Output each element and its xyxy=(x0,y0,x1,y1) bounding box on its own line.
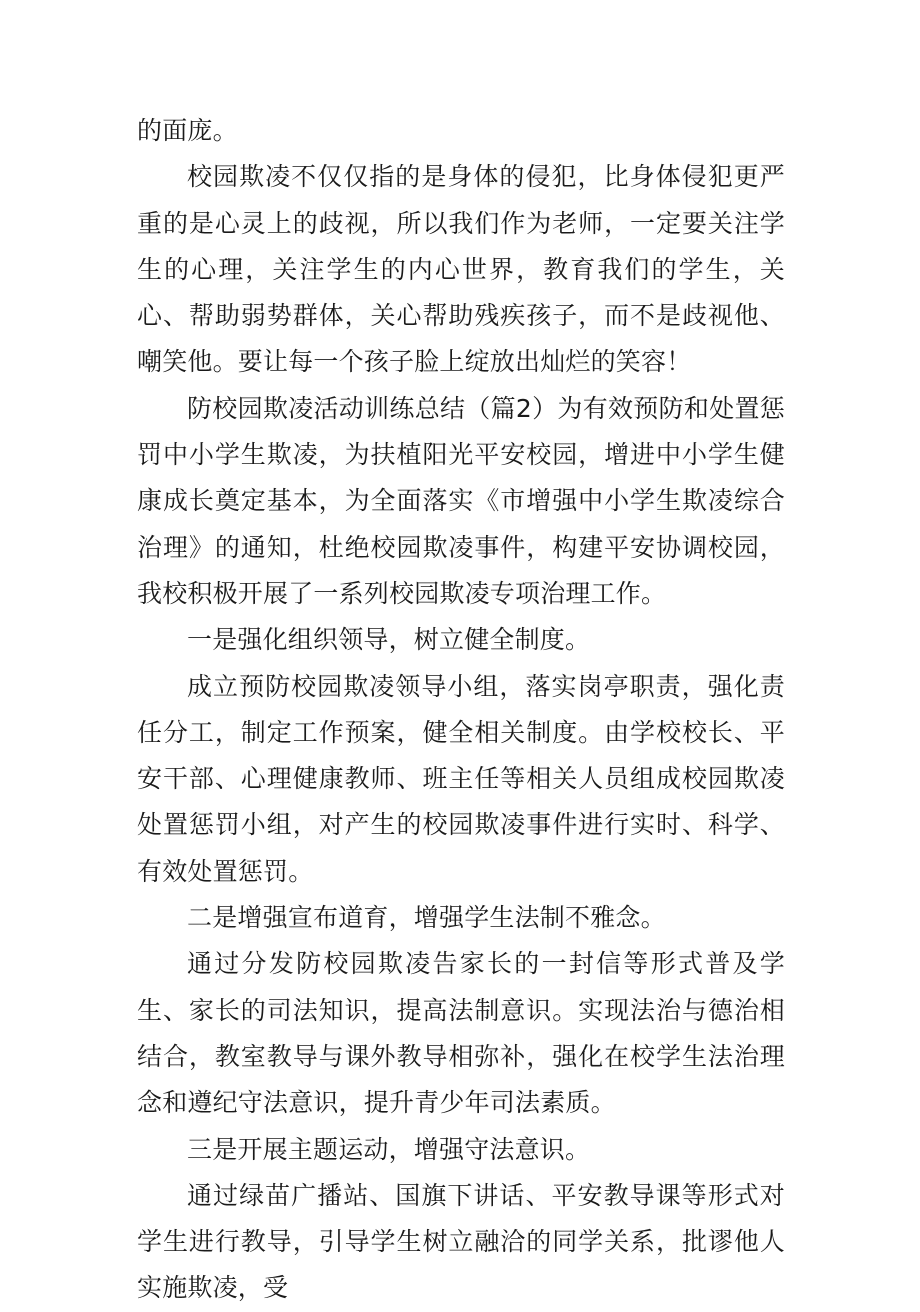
paragraph-continuation: 的面庞。 xyxy=(137,116,238,145)
paragraph-point-two: 通过分发防校园欺凌告家长的一封信等形式普及学生、家长的司法知识，提高法制意识。实现法治与德治相结合，教室教导与课外教导相弥补，强化在校学生法治理念和遵纪守法意识，提升青少年司法素质。 xyxy=(137,949,785,1118)
heading-point-three: 三是开展主题运动，增强守法意识。 xyxy=(187,1134,591,1164)
heading-point-one: 一是强化组织领导，树立健全制度。 xyxy=(187,625,591,655)
document-body xyxy=(137,108,785,1312)
paragraph-point-three: 通过绿苗广播站、国旗下讲话、平安教导课等形式对学生进行教导，引导学生树立融洽的同学关系，批谬他人实施欺凌，受 xyxy=(137,1180,785,1303)
paragraph-bullying-definition: 校园欺凌不仅仅指的是身体的侵犯，比身体侵犯更严重的是心灵上的歧视，所以我们作为老师，一定要关注学生的心理，关注学生的内心世界，教育我们的学生，关心、帮助弱势群体，关心帮助残疾孩子，而不是歧视他、嘲笑他。要让每一个孩子脸上绽放出灿烂的笑容！ xyxy=(137,162,785,377)
paragraph-point-one: 成立预防校园欺凌领导小组，落实岗亭职责，强化责任分工，制定工作预案，健全相关制度。由学校校长、平安干部、心理健康教师、班主任等相关人员组成校园欺凌处置惩罚小组，对产生的校园欺凌事件进行实时、科学、有效处置惩罚。 xyxy=(137,671,785,886)
paragraph-summary-intro: 防校园欺凌活动训练总结（篇2）为有效预防和处置惩罚中小学生欺凌，为扶植阳光平安校园，增进中小学生健康成长奠定基本，为全面落实《市增强中小学生欺凌综合治理》的通知，杜绝校园欺凌事件，构建平安协调校园，我校积极开展了一系列校园欺凌专项治理工作。 xyxy=(137,393,785,608)
heading-point-two: 二是增强宣布道育，增强学生法制不雅念。 xyxy=(187,903,666,933)
